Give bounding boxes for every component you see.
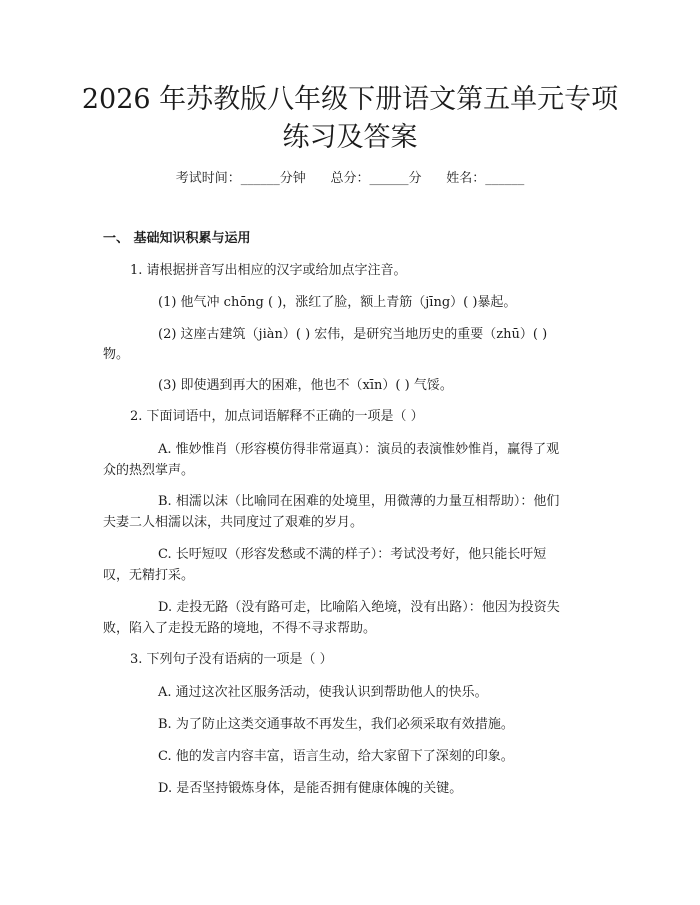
question-2-option-a: A. 惟妙惟肖（形容模仿得非常逼真）：演员的表演惟妙惟肖，赢得了观: [158, 442, 560, 457]
question-3-option-a: A. 通过这次社区服务活动，使我认识到帮助他人的快乐。: [158, 685, 488, 700]
question-1-item-2: (2) 这座古建筑（jiàn）( ) 宏伟，是研究当地历史的重要（zhū）( ): [158, 327, 548, 342]
question-1-item-3: (3) 即使遇到再大的困难，他也不（xīn）( ) 气馁。: [158, 378, 453, 393]
question-3-option-d: D. 是否坚持锻炼身体，是能否拥有健康体魄的关键。: [158, 781, 463, 796]
document-title-line-1: 2026 年苏教版八年级下册语文第五单元专项: [81, 84, 619, 115]
exam-meta-info: 考试时间：______分钟 总分：______分 姓名：______: [175, 171, 525, 186]
question-2-stem: 2. 下面词语中，加点词语解释不正确的一项是（ ）: [130, 409, 424, 424]
question-2-option-d-cont: 败，陷入了走投无路的境地，不得不寻求帮助。: [103, 621, 377, 636]
document-title-line-2: 练习及答案: [282, 122, 418, 153]
question-2-option-d: D. 走投无路（没有路可走，比喻陷入绝境，没有出路）：他因为投资失: [158, 600, 560, 615]
question-2-option-b-cont: 夫妻二人相濡以沫，共同度过了艰难的岁月。: [103, 515, 364, 530]
question-1-stem: 1. 请根据拼音写出相应的汉字或给加点字注音。: [130, 263, 407, 278]
question-2-option-b: B. 相濡以沫（比喻同在困难的处境里，用微薄的力量互相帮助）：他们: [158, 494, 560, 509]
question-3-option-c: C. 他的发言内容丰富，语言生动，给大家留下了深刻的印象。: [158, 749, 514, 764]
question-2-option-a-cont: 众的热烈掌声。: [103, 463, 195, 478]
section-heading: 一、 基础知识积累与运用: [103, 231, 251, 246]
question-3-option-b: B. 为了防止这类交通事故不再发生，我们必须采取有效措施。: [158, 717, 514, 732]
question-2-option-c: C. 长吁短叹（形容发愁或不满的样子）：考试没考好，他只能长吁短: [158, 547, 547, 562]
question-1-item-2-cont: 物。: [103, 347, 130, 362]
question-2-option-c-cont: 叹，无精打采。: [103, 568, 195, 583]
question-1-item-1: (1) 他气冲 chōng ( )，涨红了脸，额上青筋（jīng）( )暴起。: [158, 295, 517, 310]
question-3-stem: 3. 下列句子没有语病的一项是（ ）: [130, 652, 333, 667]
